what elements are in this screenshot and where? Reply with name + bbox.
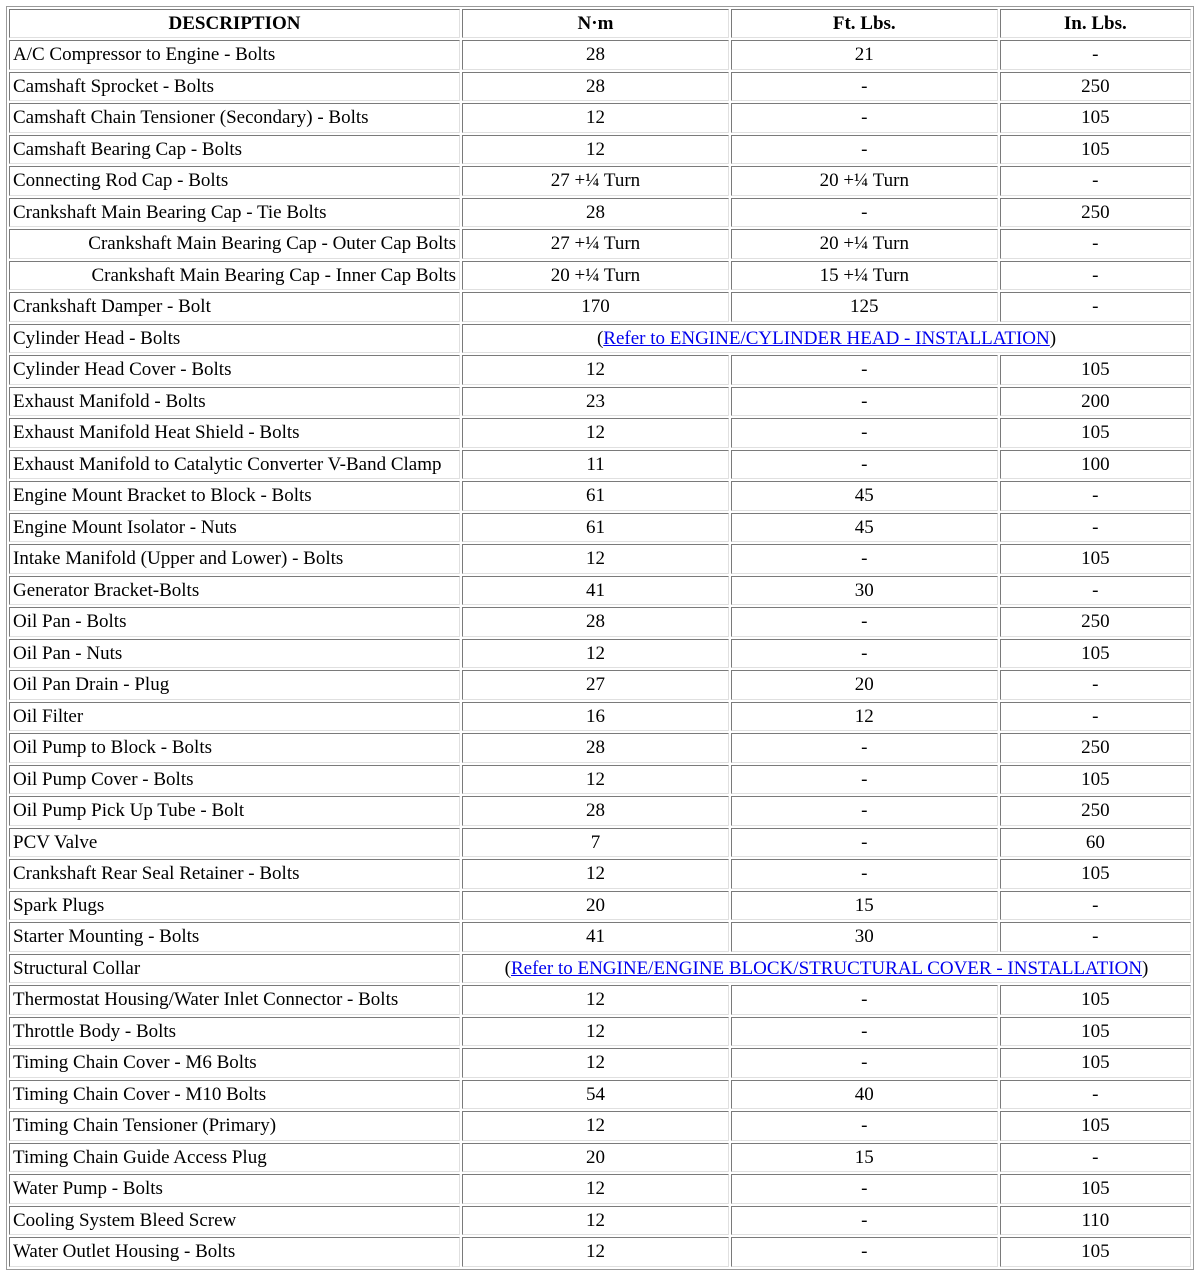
in-lbs-value-cell: 200 — [1000, 387, 1191, 417]
description-cell: Oil Filter — [9, 702, 460, 732]
description-cell: Connecting Rod Cap - Bolts — [9, 166, 460, 196]
description-cell: Oil Pan Drain - Plug — [9, 670, 460, 700]
in-lbs-value-cell: 250 — [1000, 733, 1191, 763]
ft-lbs-value-cell: - — [731, 733, 998, 763]
description-cell: Water Outlet Housing - Bolts — [9, 1237, 460, 1267]
reference-link[interactable]: Refer to ENGINE/CYLINDER HEAD - INSTALLATION — [603, 327, 1050, 349]
table-row — [9, 513, 1191, 543]
reference-cell — [462, 954, 1191, 984]
ft-lbs-value-cell: 20 — [731, 670, 998, 700]
nm-value-cell: 12 — [462, 1174, 729, 1204]
description-cell: Camshaft Bearing Cap - Bolts — [9, 135, 460, 165]
nm-value-cell: 12 — [462, 1048, 729, 1078]
description-cell: Timing Chain Cover - M6 Bolts — [9, 1048, 460, 1078]
in-lbs-value-cell: 105 — [1000, 418, 1191, 448]
table-row — [9, 1206, 1191, 1236]
description-cell: Crankshaft Main Bearing Cap - Tie Bolts — [9, 198, 460, 228]
reference-close-paren: ) — [1049, 327, 1057, 349]
nm-value-cell: 12 — [462, 1017, 729, 1047]
in-lbs-value-cell: 100 — [1000, 450, 1191, 480]
in-lbs-value-cell: 105 — [1000, 1174, 1191, 1204]
nm-value-cell: 7 — [462, 828, 729, 858]
description-cell: Cooling System Bleed Screw — [9, 1206, 460, 1236]
nm-value-cell: 54 — [462, 1080, 729, 1110]
in-lbs-value-cell: 105 — [1000, 765, 1191, 795]
table-row — [9, 229, 1191, 259]
description-cell: Cylinder Head - Bolts — [9, 324, 460, 354]
table-row — [9, 891, 1191, 921]
ft-lbs-value-cell: 45 — [731, 513, 998, 543]
description-cell: PCV Valve — [9, 828, 460, 858]
nm-value-cell: 16 — [462, 702, 729, 732]
table-body — [9, 40, 1191, 1267]
nm-value-cell: 61 — [462, 513, 729, 543]
in-lbs-value-cell: - — [1000, 922, 1191, 952]
table-row — [9, 261, 1191, 291]
table-row — [9, 387, 1191, 417]
nm-value-cell: 20 +¼ Turn — [462, 261, 729, 291]
table-row — [9, 607, 1191, 637]
description-cell: Crankshaft Damper - Bolt — [9, 292, 460, 322]
nm-value-cell: 20 — [462, 1143, 729, 1173]
table-row — [9, 639, 1191, 669]
ft-lbs-value-cell: 125 — [731, 292, 998, 322]
description-cell: Timing Chain Cover - M10 Bolts — [9, 1080, 460, 1110]
in-lbs-value-cell: 110 — [1000, 1206, 1191, 1236]
in-lbs-value-cell: 250 — [1000, 198, 1191, 228]
table-row — [9, 702, 1191, 732]
in-lbs-value-cell: 105 — [1000, 103, 1191, 133]
nm-value-cell: 12 — [462, 859, 729, 889]
ft-lbs-value-cell: 20 +¼ Turn — [731, 229, 998, 259]
description-cell: Oil Pump to Block - Bolts — [9, 733, 460, 763]
nm-value-cell: 12 — [462, 1111, 729, 1141]
description-cell: Timing Chain Guide Access Plug — [9, 1143, 460, 1173]
table-row — [9, 103, 1191, 133]
nm-value-cell: 12 — [462, 1206, 729, 1236]
description-cell: Crankshaft Rear Seal Retainer - Bolts — [9, 859, 460, 889]
description-cell: Exhaust Manifold Heat Shield - Bolts — [9, 418, 460, 448]
ft-lbs-value-cell: - — [731, 544, 998, 574]
description-cell: Cylinder Head Cover - Bolts — [9, 355, 460, 385]
reference-link[interactable]: Refer to ENGINE/ENGINE BLOCK/STRUCTURAL COVER - INSTALLATION — [511, 957, 1143, 979]
ft-lbs-value-cell: - — [731, 1206, 998, 1236]
nm-value-cell: 12 — [462, 1237, 729, 1267]
ft-lbs-value-cell: 15 — [731, 1143, 998, 1173]
in-lbs-value-cell: - — [1000, 481, 1191, 511]
nm-value-cell: 12 — [462, 355, 729, 385]
table-row — [9, 765, 1191, 795]
nm-value-cell: 23 — [462, 387, 729, 417]
nm-value-cell: 27 +¼ Turn — [462, 229, 729, 259]
table-row — [9, 450, 1191, 480]
description-cell: Generator Bracket-Bolts — [9, 576, 460, 606]
in-lbs-value-cell: 105 — [1000, 1017, 1191, 1047]
table-row — [9, 922, 1191, 952]
table-row — [9, 72, 1191, 102]
ft-lbs-value-cell: 15 +¼ Turn — [731, 261, 998, 291]
ft-lbs-value-cell: - — [731, 1174, 998, 1204]
in-lbs-value-cell: - — [1000, 40, 1191, 70]
header-in-lbs: In. Lbs. — [1000, 9, 1191, 38]
table-row — [9, 355, 1191, 385]
ft-lbs-value-cell: - — [731, 796, 998, 826]
in-lbs-value-cell: 105 — [1000, 544, 1191, 574]
nm-value-cell: 12 — [462, 639, 729, 669]
table-row — [9, 40, 1191, 70]
ft-lbs-value-cell: 15 — [731, 891, 998, 921]
nm-value-cell: 12 — [462, 418, 729, 448]
table-row — [9, 292, 1191, 322]
description-cell: Oil Pan - Nuts — [9, 639, 460, 669]
ft-lbs-value-cell: 45 — [731, 481, 998, 511]
table-row — [9, 859, 1191, 889]
ft-lbs-value-cell: - — [731, 135, 998, 165]
table-row — [9, 796, 1191, 826]
table-row — [9, 1143, 1191, 1173]
nm-value-cell: 61 — [462, 481, 729, 511]
reference-cell — [462, 324, 1191, 354]
in-lbs-value-cell: 105 — [1000, 985, 1191, 1015]
ft-lbs-value-cell: - — [731, 828, 998, 858]
in-lbs-value-cell: 105 — [1000, 355, 1191, 385]
description-cell: Crankshaft Main Bearing Cap - Outer Cap Bolts — [9, 229, 460, 259]
header-nm: N·m — [462, 9, 729, 38]
nm-value-cell: 28 — [462, 607, 729, 637]
header-row — [9, 9, 1191, 38]
in-lbs-value-cell: - — [1000, 576, 1191, 606]
in-lbs-value-cell: 60 — [1000, 828, 1191, 858]
in-lbs-value-cell: - — [1000, 229, 1191, 259]
table-row — [9, 954, 1191, 984]
header-description: DESCRIPTION — [9, 9, 460, 38]
description-cell: Exhaust Manifold to Catalytic Converter V-Band Clamp — [9, 450, 460, 480]
nm-value-cell: 11 — [462, 450, 729, 480]
table-row — [9, 324, 1191, 354]
description-cell: Starter Mounting - Bolts — [9, 922, 460, 952]
nm-value-cell: 12 — [462, 765, 729, 795]
ft-lbs-value-cell: - — [731, 1111, 998, 1141]
ft-lbs-value-cell: 30 — [731, 576, 998, 606]
header-ft-lbs: Ft. Lbs. — [731, 9, 998, 38]
description-cell: Thermostat Housing/Water Inlet Connector - Bolts — [9, 985, 460, 1015]
table-row — [9, 481, 1191, 511]
table-row — [9, 733, 1191, 763]
nm-value-cell: 28 — [462, 40, 729, 70]
nm-value-cell: 27 +¼ Turn — [462, 166, 729, 196]
in-lbs-value-cell: 105 — [1000, 1048, 1191, 1078]
reference-open-paren: ( — [596, 327, 604, 349]
description-cell: Timing Chain Tensioner (Primary) — [9, 1111, 460, 1141]
table-row — [9, 1080, 1191, 1110]
ft-lbs-value-cell: - — [731, 765, 998, 795]
in-lbs-value-cell: - — [1000, 702, 1191, 732]
ft-lbs-value-cell: - — [731, 450, 998, 480]
in-lbs-value-cell: - — [1000, 1143, 1191, 1173]
description-cell: Structural Collar — [9, 954, 460, 984]
in-lbs-value-cell: 105 — [1000, 1237, 1191, 1267]
ft-lbs-value-cell: - — [731, 198, 998, 228]
description-cell: Oil Pump Pick Up Tube - Bolt — [9, 796, 460, 826]
ft-lbs-value-cell: 21 — [731, 40, 998, 70]
description-cell: Crankshaft Main Bearing Cap - Inner Cap Bolts — [9, 261, 460, 291]
reference-open-paren: ( — [504, 957, 511, 979]
ft-lbs-value-cell: - — [731, 859, 998, 889]
torque-specification-table — [6, 6, 1194, 1270]
ft-lbs-value-cell: - — [731, 387, 998, 417]
nm-value-cell: 28 — [462, 796, 729, 826]
description-cell: Water Pump - Bolts — [9, 1174, 460, 1204]
ft-lbs-value-cell: 40 — [731, 1080, 998, 1110]
nm-value-cell: 12 — [462, 985, 729, 1015]
ft-lbs-value-cell: 20 +¼ Turn — [731, 166, 998, 196]
ft-lbs-value-cell: - — [731, 72, 998, 102]
table-row — [9, 985, 1191, 1015]
table-row — [9, 544, 1191, 574]
ft-lbs-value-cell: - — [731, 639, 998, 669]
in-lbs-value-cell: 250 — [1000, 796, 1191, 826]
table-row — [9, 828, 1191, 858]
table-row — [9, 198, 1191, 228]
table-row — [9, 576, 1191, 606]
nm-value-cell: 28 — [462, 198, 729, 228]
description-cell: Oil Pump Cover - Bolts — [9, 765, 460, 795]
in-lbs-value-cell: 250 — [1000, 607, 1191, 637]
in-lbs-value-cell: 250 — [1000, 72, 1191, 102]
reference-close-paren: ) — [1142, 957, 1149, 979]
table-row — [9, 1048, 1191, 1078]
description-cell: Exhaust Manifold - Bolts — [9, 387, 460, 417]
nm-value-cell: 12 — [462, 544, 729, 574]
description-cell: Engine Mount Bracket to Block - Bolts — [9, 481, 460, 511]
description-cell: Oil Pan - Bolts — [9, 607, 460, 637]
ft-lbs-value-cell: 12 — [731, 702, 998, 732]
nm-value-cell: 170 — [462, 292, 729, 322]
in-lbs-value-cell: - — [1000, 292, 1191, 322]
ft-lbs-value-cell: 30 — [731, 922, 998, 952]
in-lbs-value-cell: - — [1000, 891, 1191, 921]
nm-value-cell: 20 — [462, 891, 729, 921]
in-lbs-value-cell: 105 — [1000, 135, 1191, 165]
ft-lbs-value-cell: - — [731, 985, 998, 1015]
nm-value-cell: 12 — [462, 135, 729, 165]
ft-lbs-value-cell: - — [731, 1237, 998, 1267]
table-row — [9, 670, 1191, 700]
ft-lbs-value-cell: - — [731, 355, 998, 385]
in-lbs-value-cell: - — [1000, 166, 1191, 196]
nm-value-cell: 28 — [462, 733, 729, 763]
table-row — [9, 1237, 1191, 1267]
table-row — [9, 166, 1191, 196]
in-lbs-value-cell: 105 — [1000, 859, 1191, 889]
in-lbs-value-cell: 105 — [1000, 639, 1191, 669]
ft-lbs-value-cell: - — [731, 1048, 998, 1078]
description-cell: Camshaft Sprocket - Bolts — [9, 72, 460, 102]
nm-value-cell: 41 — [462, 922, 729, 952]
description-cell: Throttle Body - Bolts — [9, 1017, 460, 1047]
ft-lbs-value-cell: - — [731, 1017, 998, 1047]
in-lbs-value-cell: - — [1000, 670, 1191, 700]
ft-lbs-value-cell: - — [731, 607, 998, 637]
description-cell: Spark Plugs — [9, 891, 460, 921]
nm-value-cell: 28 — [462, 72, 729, 102]
ft-lbs-value-cell: - — [731, 418, 998, 448]
table-row — [9, 1174, 1191, 1204]
nm-value-cell: 12 — [462, 103, 729, 133]
table-row — [9, 1017, 1191, 1047]
in-lbs-value-cell: - — [1000, 261, 1191, 291]
description-cell: A/C Compressor to Engine - Bolts — [9, 40, 460, 70]
description-cell: Engine Mount Isolator - Nuts — [9, 513, 460, 543]
ft-lbs-value-cell: - — [731, 103, 998, 133]
table-row — [9, 418, 1191, 448]
description-cell: Camshaft Chain Tensioner (Secondary) - Bolts — [9, 103, 460, 133]
table-row — [9, 135, 1191, 165]
in-lbs-value-cell: - — [1000, 513, 1191, 543]
nm-value-cell: 27 — [462, 670, 729, 700]
nm-value-cell: 41 — [462, 576, 729, 606]
table-row — [9, 1111, 1191, 1141]
description-cell: Intake Manifold (Upper and Lower) - Bolts — [9, 544, 460, 574]
in-lbs-value-cell: - — [1000, 1080, 1191, 1110]
in-lbs-value-cell: 105 — [1000, 1111, 1191, 1141]
